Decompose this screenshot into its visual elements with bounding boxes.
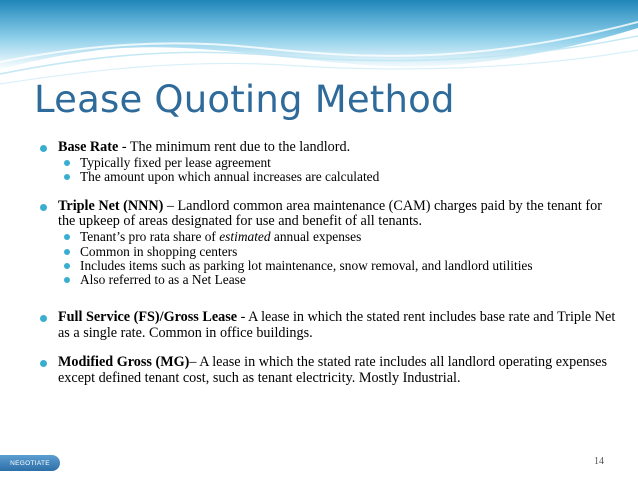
sub-bullet-text: Tenant’s pro rata share of	[80, 229, 220, 245]
slide-content	[36, 140, 620, 387]
sub-bullet	[36, 156, 620, 170]
desc-full-service: - A lease in which the stated rent includes base rate and Triple Net as a single rate. Common in office buildings.	[58, 308, 616, 341]
bullet-full-service	[36, 310, 620, 342]
sub-bullet-text: Also referred to as a Net Lease	[80, 272, 246, 288]
sub-bullet	[36, 230, 620, 244]
slide-title: Lease Quoting Method	[34, 78, 455, 121]
bullet-dot-icon	[64, 174, 70, 180]
sub-bullet-text: Typically fixed per lease agreement	[80, 154, 271, 170]
bullet-dot-icon	[64, 263, 70, 269]
bullet-modified-gross	[36, 355, 620, 387]
term-full-service: Full Service (FS)/Gross Lease	[58, 308, 238, 325]
page-number: 14	[594, 456, 604, 467]
sub-bullet	[36, 170, 620, 184]
desc-triple-net: – Landlord common area maintenance (CAM) charges paid by the tenant for the upkeep of areas designated for use and benefit of all tenants.	[58, 197, 602, 230]
desc-modified-gross: – A lease in which the stated rate includes all landlord operating expenses except defined tenant cost, such as tenant electricity. Mostly Industrial.	[58, 354, 607, 387]
bullet-dot-icon	[64, 160, 70, 166]
bullet-dot-icon	[40, 204, 47, 211]
sub-bullet-text: The amount upon which annual increases are calculated	[80, 169, 380, 185]
bullet-dot-icon	[64, 277, 70, 283]
bullet-dot-icon	[40, 315, 47, 322]
sub-bullet	[36, 259, 620, 273]
term-modified-gross: Modified Gross (MG)	[58, 354, 190, 371]
negotiate-nav-tab[interactable]: NEGOTIATE	[0, 455, 60, 471]
bullet-dot-icon	[40, 360, 47, 367]
bullet-triple-net	[36, 199, 620, 231]
bullet-dot-icon	[64, 234, 70, 240]
emphasis-estimated: estimated	[219, 229, 271, 245]
sub-bullet-text: Includes items such as parking lot maintenance, snow removal, and landlord utilities	[80, 258, 533, 274]
sub-bullet-text: annual expenses	[270, 229, 362, 245]
desc-base-rate: - The minimum rent due to the landlord.	[118, 139, 351, 155]
bullet-dot-icon	[64, 249, 70, 255]
bullet-dot-icon	[40, 145, 47, 152]
term-triple-net: Triple Net (NNN)	[58, 197, 164, 214]
term-base-rate: Base Rate	[58, 139, 119, 155]
sub-bullet-text: Common in shopping centers	[80, 243, 238, 259]
sub-bullet	[36, 273, 620, 287]
sub-bullet	[36, 245, 620, 259]
bullet-base-rate	[36, 140, 620, 156]
